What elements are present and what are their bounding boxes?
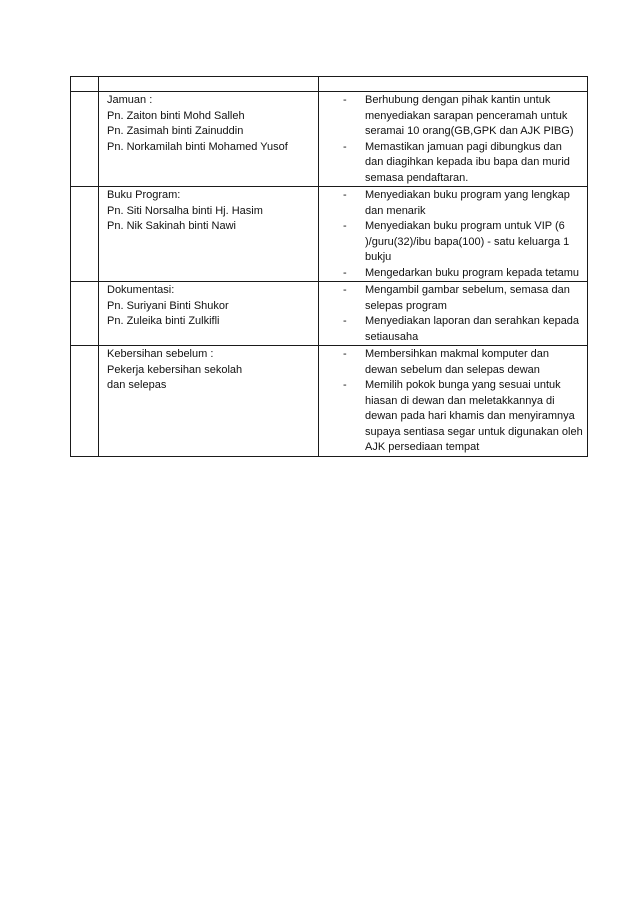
committee-title: Buku Program: [107,189,181,201]
committee-member: Pn. Norkamilah binti Mohamed Yusof [107,140,288,153]
table-row [71,282,588,346]
bullet-dash: - [343,140,347,153]
task-item [319,347,583,378]
committee-cell [99,92,319,187]
task-list [319,282,587,345]
committee-member: Pn. Zaiton binti Mohd Salleh [107,109,245,122]
task-item [319,93,583,140]
task-text: Berhubung dengan pihak kantin untuk menyediakan sarapan penceramah untuk seramai 10 orang(GB,GPK dan AJK PIBG) [365,94,574,137]
task-text: Menyediakan buku program yang lengkap dan menarik [365,189,570,217]
task-text: Menyediakan buku program untuk VIP (6 )/guru(32)/ibu bapa(100) - satu keluarga 1 bukju [365,220,570,263]
bullet-dash: - [343,220,347,232]
bullet-dash: - [343,266,347,279]
row-number-cell [71,187,99,282]
row-number-cell [71,282,99,346]
task-item [319,266,583,282]
task-item [319,140,583,187]
task-text: Menyediakan laporan dan serahkan kepada setiausaha [365,315,580,343]
task-list [319,92,587,186]
committee-cell [99,282,319,346]
task-item [319,188,583,219]
bullet-dash: - [343,284,347,296]
task-text: Mengedarkan buku program kepada tetamu [365,266,580,279]
table-row [71,187,588,282]
table-row [71,92,588,187]
committee-member: Pn. Zasimah binti Zainuddin [107,125,244,137]
bullet-dash: - [343,189,347,201]
committee-member: Pn. Nik Sakinah binti Nawi [107,220,237,232]
bullet-dash: - [343,379,347,391]
task-text: Memastikan jamuan pagi dibungkus dan dan diagihkan kepada ibu bapa dan murid semasa pendaftaran. [365,140,570,184]
committee-member: Pn. Zuleika binti Zulkifli [107,315,220,327]
header-cell-number [71,77,99,92]
committee-member: Pn. Suriyani Binti Shukor [107,299,229,312]
row-number-cell [71,92,99,187]
row-number-cell [71,346,99,457]
tasks-cell [319,92,588,187]
task-list [319,187,587,281]
table-body [71,77,588,457]
task-list [319,346,587,456]
committee-member: Pekerja kebersihan sekolah [107,363,243,376]
committee-member: dan selepas [107,379,167,391]
bullet-dash: - [343,315,347,327]
table-header-row [71,77,588,92]
task-item [319,314,583,345]
bullet-dash: - [343,94,347,106]
task-item [319,283,583,314]
task-text: Membersihkan makmal komputer dan dewan sebelum dan selepas dewan [365,348,550,376]
tasks-cell [319,346,588,457]
bullet-dash: - [343,348,347,360]
header-cell-tasks [319,77,588,92]
committee-table [70,76,588,457]
task-text: Mengambil gambar sebelum, semasa dan selepas program [365,284,570,312]
committee-cell [99,187,319,282]
tasks-cell [319,282,588,346]
committee-title: Jamuan : [107,94,153,106]
header-cell-committee [99,77,319,92]
committee-title: Kebersihan sebelum : [107,348,214,360]
committee-member: Pn. Siti Norsalha binti Hj. Hasim [107,204,263,217]
table-row [71,346,588,457]
committee-cell [99,346,319,457]
task-text: Memilih pokok bunga yang sesuai untuk hiasan di dewan dan meletakkannya di dewan pada hari khamis dan menyiramnya supaya sentiasa segar untuk digunakan oleh AJK persediaan tempat [365,379,583,453]
task-item [319,378,583,456]
task-item [319,219,583,266]
committee-title: Dokumentasi: [107,284,175,296]
tasks-cell [319,187,588,282]
